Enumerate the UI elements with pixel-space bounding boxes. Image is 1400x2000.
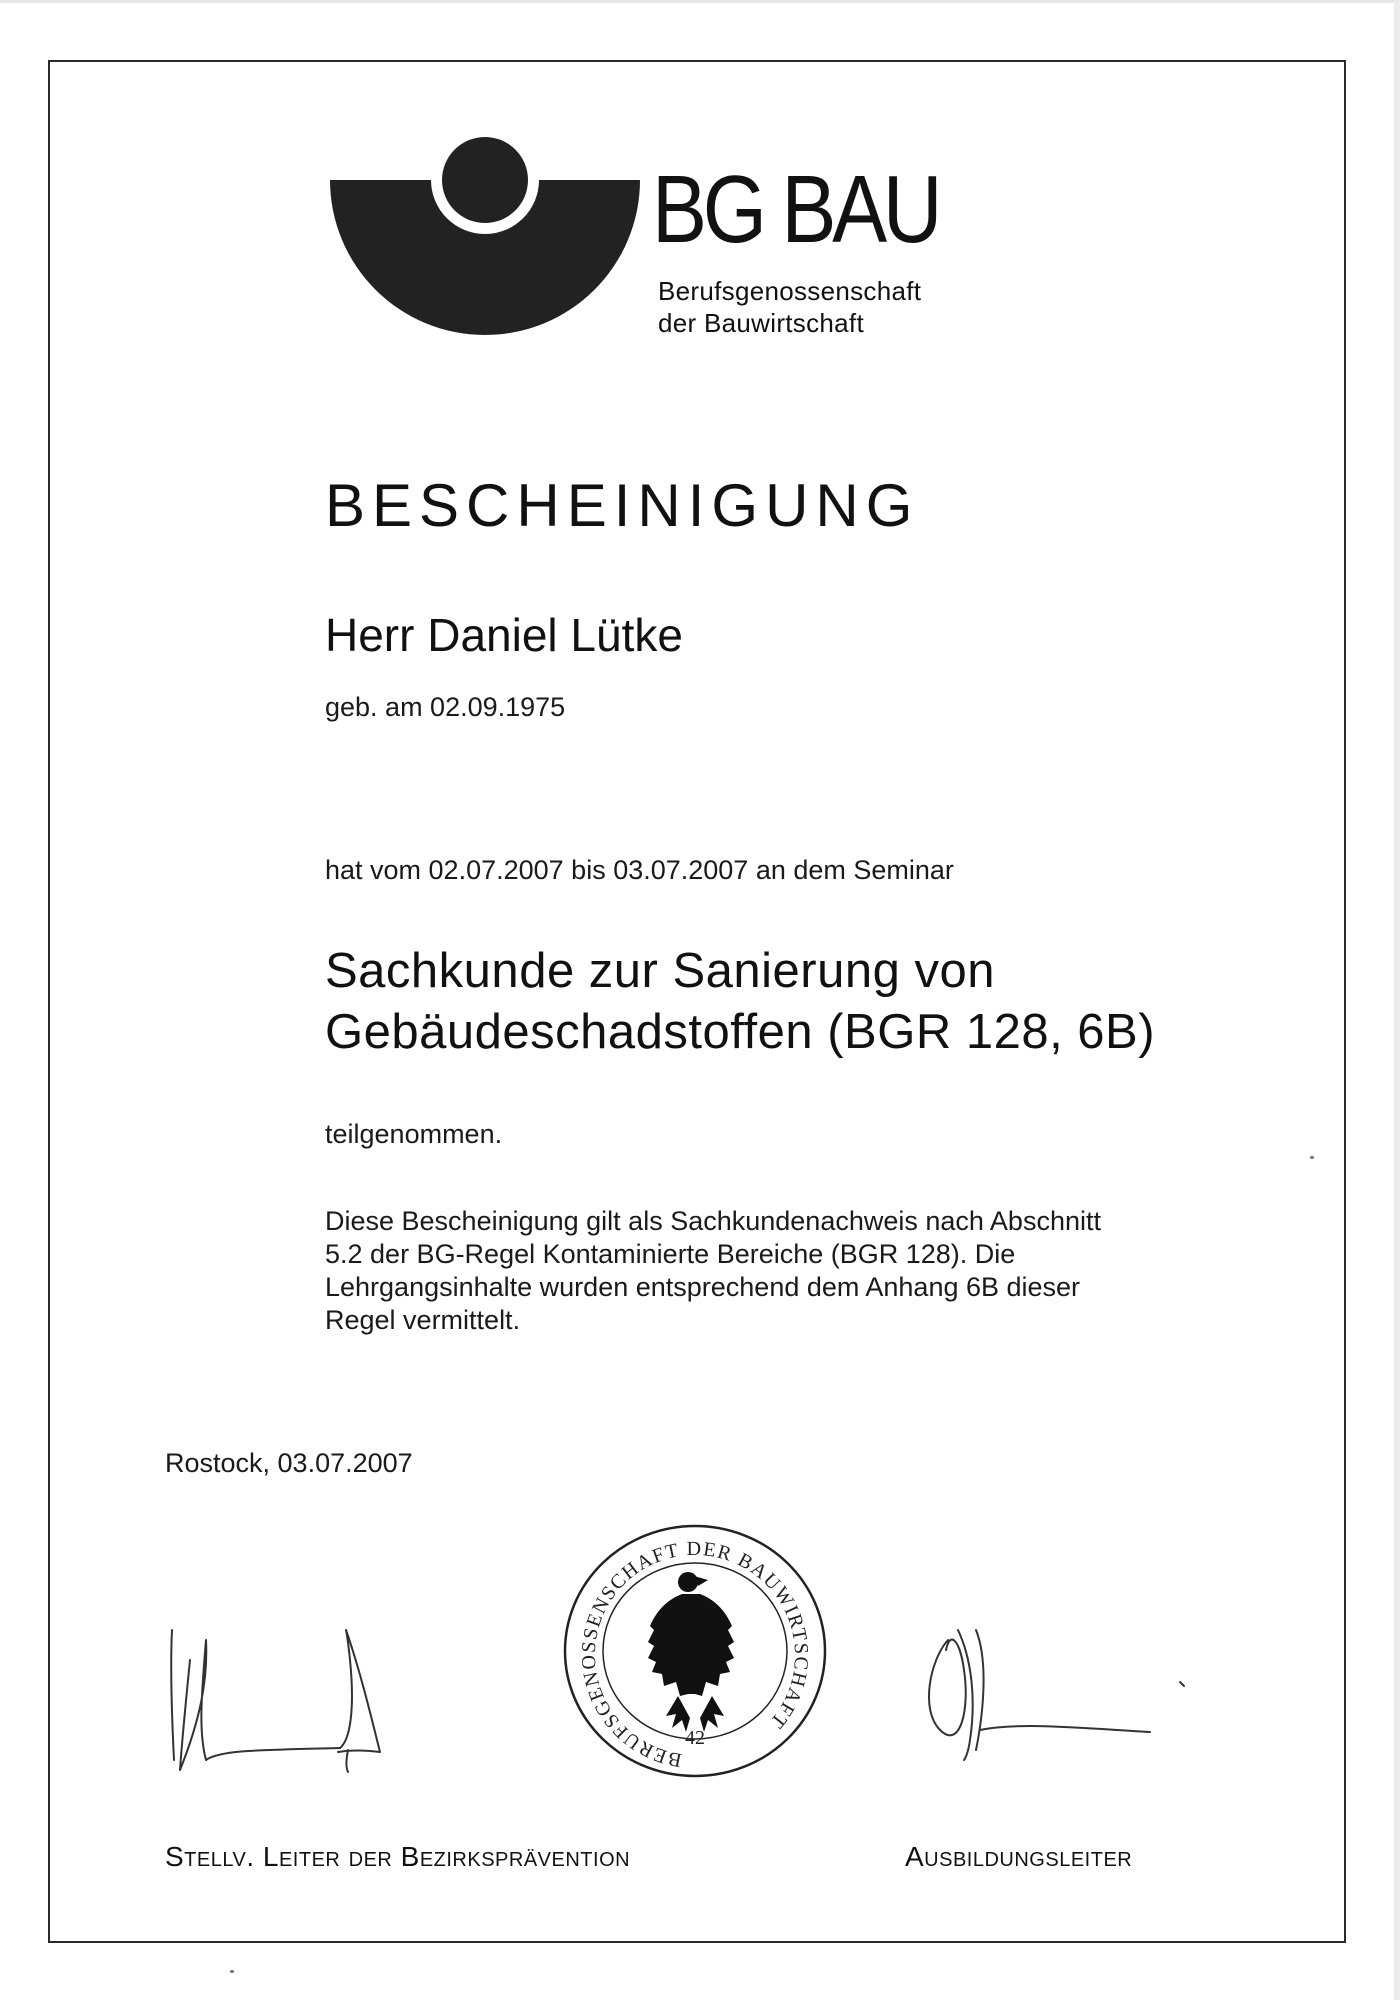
signature-right	[880, 1600, 1200, 1780]
eagle-icon	[648, 1572, 734, 1732]
signature-role-right: Ausbildungsleiter	[905, 1841, 1133, 1872]
scan-edge-top	[0, 0, 1400, 3]
signature-role-left: Stellv. Leiter der Bezirksprävention	[165, 1841, 631, 1872]
attendance-line: hat vom 02.07.2007 bis 03.07.2007 an dem Seminar	[325, 855, 954, 885]
validity-line: Regel vermittelt.	[325, 1305, 521, 1335]
scan-speck	[230, 1970, 234, 1973]
validity-paragraph	[325, 1205, 1225, 1337]
seminar-title-line1: Sachkunde zur Sanierung von	[325, 944, 995, 998]
validity-line: 5.2 der BG-Regel Kontaminierte Bereiche (BGR 128). Die	[325, 1239, 1016, 1269]
seminar-title-line2: Gebäudeschadstoffen (BGR 128, 6B)	[325, 1005, 1156, 1059]
recipient-name: Herr Daniel Lütke	[325, 609, 683, 661]
official-seal	[560, 1520, 830, 1782]
seal-ring-text: BERUFSGENOSSENSCHAFT DER BAUWIRTSCHAFT	[577, 1537, 813, 1772]
scan-edge-right	[1394, 0, 1400, 2000]
seal-number: 42	[685, 1727, 705, 1749]
scan-speck	[1310, 1156, 1314, 1159]
brand-subtitle-line2: der Bauwirtschaft	[658, 308, 864, 338]
brand-subtitle-line1: Berufsgenossenschaft	[658, 276, 922, 306]
validity-line: Diese Bescheinigung gilt als Sachkundenachweis nach Abschnitt	[325, 1206, 1101, 1236]
birth-date-line: geb. am 02.09.1975	[325, 692, 566, 722]
place-and-date: Rostock, 03.07.2007	[165, 1448, 413, 1478]
validity-line: Lehrgangsinhalte wurden entsprechend dem Anhang 6B dieser	[325, 1272, 1081, 1302]
brand-name: BG BAU	[652, 156, 939, 263]
participation-line: teilgenommen.	[325, 1119, 503, 1149]
document-title: BESCHEINIGUNG	[325, 472, 920, 539]
signature-left	[150, 1600, 410, 1780]
bg-bau-logo-icon	[330, 122, 640, 342]
